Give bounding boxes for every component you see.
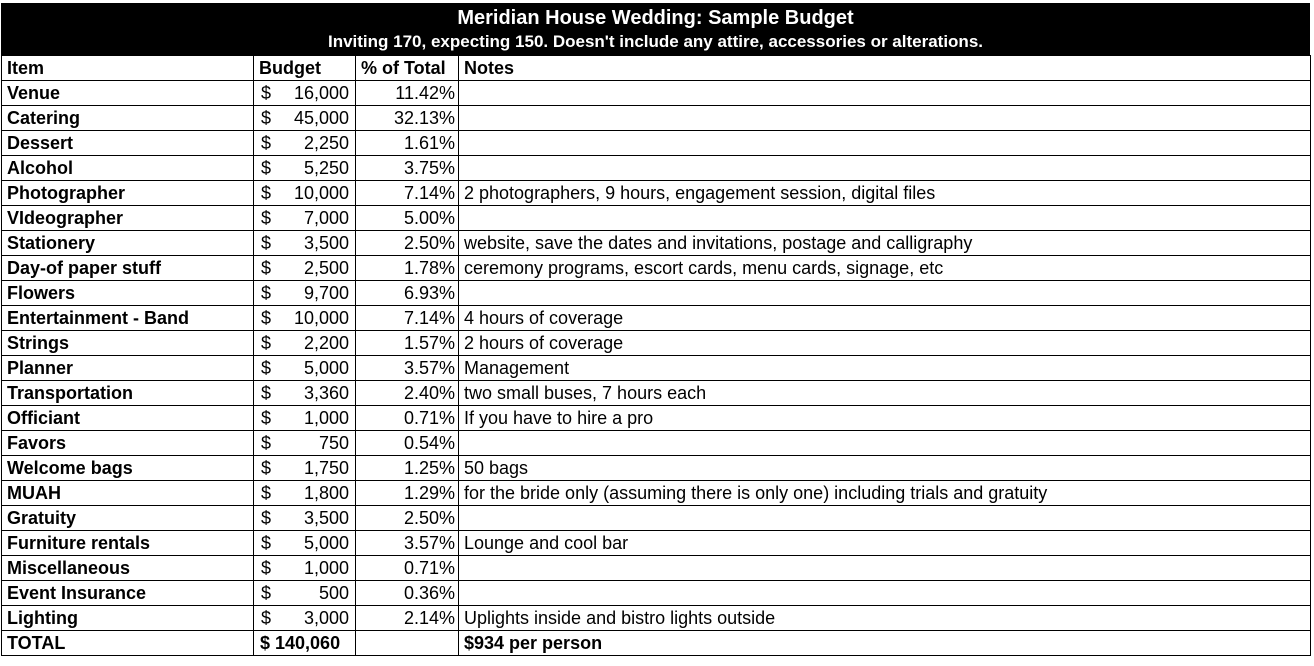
cell-budget[interactable] — [254, 281, 356, 306]
table-row — [2, 131, 1311, 156]
currency-symbol: $ — [261, 533, 272, 553]
cell-item[interactable]: Dessert — [2, 131, 254, 156]
cell-pct[interactable]: 1.25% — [356, 456, 459, 481]
budget-amount: 9,700 — [303, 283, 349, 303]
cell-notes[interactable] — [459, 206, 1311, 231]
budget-amount: 5,000 — [303, 358, 349, 378]
cell-pct[interactable]: 1.61% — [356, 131, 459, 156]
budget-amount: 2,500 — [303, 258, 349, 278]
cell-item[interactable]: Transportation — [2, 381, 254, 406]
cell-item[interactable]: Catering — [2, 106, 254, 131]
total-label[interactable]: TOTAL — [2, 631, 254, 656]
budget-amount: 1,750 — [303, 458, 349, 478]
cell-budget[interactable] — [254, 106, 356, 131]
budget-amount: 1,800 — [303, 483, 349, 503]
cell-item[interactable]: Photographer — [2, 181, 254, 206]
table-row — [2, 456, 1311, 481]
cell-pct[interactable]: 11.42% — [356, 81, 459, 106]
cell-pct[interactable]: 1.78% — [356, 256, 459, 281]
currency-symbol: $ — [261, 108, 272, 128]
cell-budget[interactable] — [254, 506, 356, 531]
cell-notes[interactable] — [459, 506, 1311, 531]
cell-budget[interactable] — [254, 381, 356, 406]
currency-symbol: $ — [261, 608, 272, 628]
cell-notes[interactable]: Management — [459, 356, 1311, 381]
currency-symbol: $ — [261, 233, 272, 253]
budget-amount: 10,000 — [293, 308, 349, 328]
sheet-header — [1, 3, 1310, 55]
table-row — [2, 381, 1311, 406]
cell-notes[interactable] — [459, 131, 1311, 156]
budget-sheet — [1, 3, 1310, 656]
currency-symbol: $ — [261, 158, 272, 178]
table-row — [2, 206, 1311, 231]
table-row — [2, 81, 1311, 106]
cell-pct[interactable]: 2.40% — [356, 381, 459, 406]
currency-symbol: $ — [261, 483, 272, 503]
currency-symbol: $ — [261, 583, 272, 603]
currency-symbol: $ — [261, 433, 272, 453]
currency-symbol: $ — [261, 383, 272, 403]
table-row — [2, 581, 1311, 606]
cell-notes[interactable]: two small buses, 7 hours each — [459, 381, 1311, 406]
budget-amount: 7,000 — [303, 208, 349, 228]
cell-budget[interactable] — [254, 531, 356, 556]
table-row — [2, 331, 1311, 356]
cell-budget[interactable] — [254, 206, 356, 231]
currency-symbol: $ — [261, 558, 272, 578]
cell-notes[interactable]: ceremony programs, escort cards, menu cards, signage, etc — [459, 256, 1311, 281]
cell-budget[interactable] — [254, 606, 356, 631]
cell-budget[interactable] — [254, 356, 356, 381]
cell-item[interactable]: Favors — [2, 431, 254, 456]
cell-budget[interactable] — [254, 131, 356, 156]
table-row — [2, 231, 1311, 256]
table-row — [2, 406, 1311, 431]
table-row — [2, 506, 1311, 531]
cell-notes[interactable] — [459, 431, 1311, 456]
currency-symbol: $ — [261, 83, 272, 103]
cell-pct[interactable]: 2.50% — [356, 506, 459, 531]
currency-symbol: $ — [261, 133, 272, 153]
cell-item[interactable]: VIdeographer — [2, 206, 254, 231]
cell-notes[interactable]: 2 photographers, 9 hours, engagement session, digital files — [459, 181, 1311, 206]
budget-amount: 5,250 — [303, 158, 349, 178]
cell-notes[interactable] — [459, 581, 1311, 606]
cell-pct[interactable]: 5.00% — [356, 206, 459, 231]
header-row — [2, 56, 1311, 81]
cell-notes[interactable]: 50 bags — [459, 456, 1311, 481]
budget-amount: 3,360 — [303, 383, 349, 403]
currency-symbol: $ — [261, 508, 272, 528]
cell-item[interactable]: Venue — [2, 81, 254, 106]
currency-symbol: $ — [261, 283, 272, 303]
table-row — [2, 106, 1311, 131]
total-notes[interactable]: $934 per person — [459, 631, 1311, 656]
budget-amount: 10,000 — [293, 183, 349, 203]
budget-amount: 2,200 — [303, 333, 349, 353]
cell-budget[interactable] — [254, 181, 356, 206]
cell-pct[interactable]: 2.14% — [356, 606, 459, 631]
cell-item[interactable]: Strings — [2, 331, 254, 356]
cell-item[interactable]: Stationery — [2, 231, 254, 256]
currency-symbol: $ — [261, 358, 272, 378]
column-header-pct[interactable]: % of Total — [356, 56, 459, 81]
cell-pct[interactable]: 0.71% — [356, 556, 459, 581]
budget-amount: 3,000 — [303, 608, 349, 628]
cell-budget[interactable] — [254, 231, 356, 256]
currency-symbol: $ — [261, 308, 272, 328]
total-amount[interactable]: $ 140,060 — [254, 631, 356, 656]
budget-table — [1, 55, 1311, 656]
currency-symbol: $ — [261, 258, 272, 278]
cell-pct[interactable]: 7.14% — [356, 181, 459, 206]
sheet-title: Meridian House Wedding: Sample Budget — [457, 7, 854, 29]
table-row — [2, 281, 1311, 306]
sheet-subtitle: Inviting 170, expecting 150. Doesn't include any attire, accessories or alterations. — [327, 32, 983, 51]
cell-budget[interactable] — [254, 456, 356, 481]
column-header-budget[interactable]: Budget — [254, 56, 356, 81]
budget-amount: 500 — [318, 583, 349, 603]
table-row — [2, 156, 1311, 181]
table-row — [2, 356, 1311, 381]
currency-symbol: $ — [261, 408, 272, 428]
cell-item[interactable]: Miscellaneous — [2, 556, 254, 581]
cell-budget[interactable] — [254, 431, 356, 456]
cell-item[interactable]: MUAH — [2, 481, 254, 506]
budget-amount: 5,000 — [303, 533, 349, 553]
cell-budget[interactable] — [254, 156, 356, 181]
budget-amount: 3,500 — [303, 508, 349, 528]
currency-symbol: $ — [261, 458, 272, 478]
cell-pct[interactable]: 3.75% — [356, 156, 459, 181]
column-header-item[interactable]: Item — [2, 56, 254, 81]
cell-item[interactable]: Gratuity — [2, 506, 254, 531]
cell-budget[interactable] — [254, 481, 356, 506]
budget-amount: 1,000 — [303, 558, 349, 578]
cell-item[interactable]: Alcohol — [2, 156, 254, 181]
cell-pct[interactable]: 3.57% — [356, 531, 459, 556]
cell-budget[interactable] — [254, 406, 356, 431]
cell-budget[interactable] — [254, 556, 356, 581]
cell-budget[interactable] — [254, 306, 356, 331]
currency-symbol: $ — [261, 208, 272, 228]
total-row — [2, 631, 1311, 656]
cell-item[interactable]: Planner — [2, 356, 254, 381]
cell-notes[interactable]: If you have to hire a pro — [459, 406, 1311, 431]
table-row — [2, 531, 1311, 556]
budget-amount: 2,250 — [303, 133, 349, 153]
table-row — [2, 431, 1311, 456]
cell-item[interactable]: Officiant — [2, 406, 254, 431]
cell-item[interactable]: Lighting — [2, 606, 254, 631]
table-row — [2, 306, 1311, 331]
cell-budget[interactable] — [254, 581, 356, 606]
cell-pct[interactable]: 6.93% — [356, 281, 459, 306]
column-header-notes[interactable]: Notes — [459, 56, 1311, 81]
cell-notes[interactable]: website, save the dates and invitations, postage and calligraphy — [459, 231, 1311, 256]
total-pct[interactable] — [356, 631, 459, 656]
table-row — [2, 606, 1311, 631]
cell-pct[interactable]: 2.50% — [356, 231, 459, 256]
cell-item[interactable]: Day-of paper stuff — [2, 256, 254, 281]
cell-notes[interactable] — [459, 281, 1311, 306]
budget-amount: 750 — [318, 433, 349, 453]
cell-pct[interactable]: 1.29% — [356, 481, 459, 506]
cell-item[interactable]: Event Insurance — [2, 581, 254, 606]
table-row — [2, 181, 1311, 206]
cell-pct[interactable]: 1.57% — [356, 331, 459, 356]
table-row — [2, 556, 1311, 581]
table-row — [2, 481, 1311, 506]
cell-notes[interactable] — [459, 106, 1311, 131]
cell-budget[interactable] — [254, 331, 356, 356]
cell-item[interactable]: Furniture rentals — [2, 531, 254, 556]
cell-pct[interactable]: 0.54% — [356, 431, 459, 456]
budget-amount: 1,000 — [303, 408, 349, 428]
cell-item[interactable]: Welcome bags — [2, 456, 254, 481]
cell-notes[interactable]: Lounge and cool bar — [459, 531, 1311, 556]
cell-pct[interactable]: 7.14% — [356, 306, 459, 331]
cell-notes[interactable] — [459, 556, 1311, 581]
cell-notes[interactable]: 4 hours of coverage — [459, 306, 1311, 331]
cell-pct[interactable]: 0.36% — [356, 581, 459, 606]
table-row — [2, 256, 1311, 281]
budget-amount: 3,500 — [303, 233, 349, 253]
budget-amount: 45,000 — [293, 108, 349, 128]
cell-item[interactable]: Flowers — [2, 281, 254, 306]
cell-notes[interactable]: 2 hours of coverage — [459, 331, 1311, 356]
cell-budget[interactable] — [254, 81, 356, 106]
cell-budget[interactable] — [254, 256, 356, 281]
cell-pct[interactable]: 32.13% — [356, 106, 459, 131]
cell-item[interactable]: Entertainment - Band — [2, 306, 254, 331]
cell-notes[interactable]: for the bride only (assuming there is only one) including trials and gratuity — [459, 481, 1311, 506]
cell-pct[interactable]: 0.71% — [356, 406, 459, 431]
cell-notes[interactable] — [459, 81, 1311, 106]
cell-notes[interactable] — [459, 156, 1311, 181]
cell-pct[interactable]: 3.57% — [356, 356, 459, 381]
currency-symbol: $ — [261, 333, 272, 353]
currency-symbol: $ — [261, 183, 272, 203]
budget-amount: 16,000 — [293, 83, 349, 103]
cell-notes[interactable]: Uplights inside and bistro lights outside — [459, 606, 1311, 631]
